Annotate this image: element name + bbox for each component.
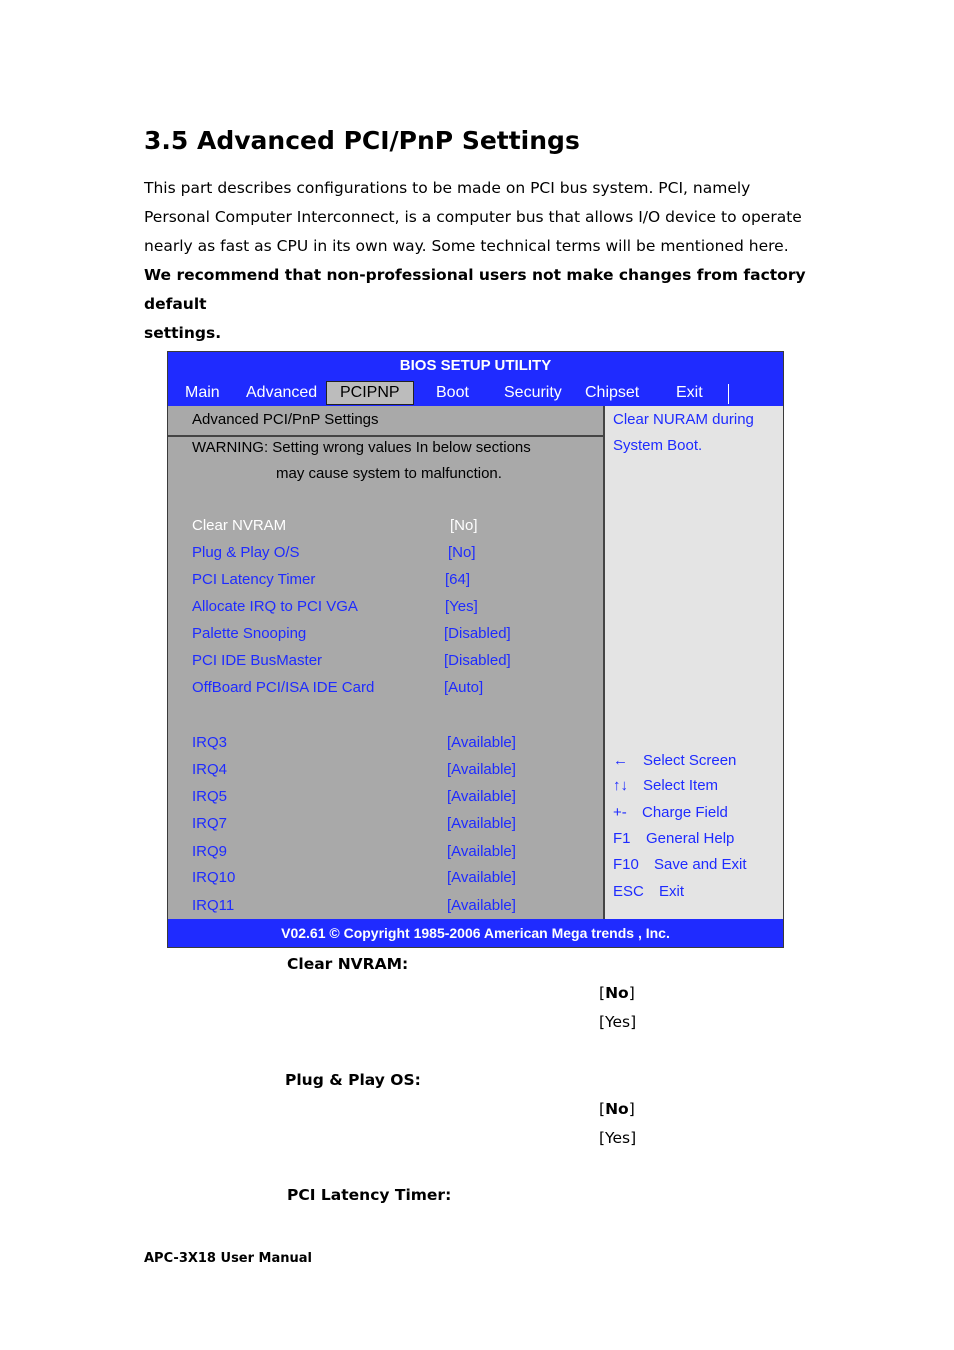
key-hint bbox=[613, 883, 778, 905]
tab-main[interactable]: Main bbox=[185, 384, 220, 401]
setting-pci-latency[interactable] bbox=[192, 571, 592, 593]
help-text: System Boot. bbox=[613, 437, 703, 454]
setting-label: PCI Latency Timer bbox=[192, 571, 316, 588]
settings-pane bbox=[168, 406, 603, 920]
setting-label: Clear NVRAM bbox=[192, 517, 287, 534]
option-heading-pci-latency: PCI Latency Timer: bbox=[287, 1186, 452, 1204]
option-default-text: No bbox=[605, 1100, 629, 1118]
left-arrow-icon: ← bbox=[613, 752, 628, 769]
irq-label: IRQ3 bbox=[192, 734, 228, 751]
irq-label: IRQ4 bbox=[192, 761, 228, 778]
irq-row[interactable] bbox=[192, 788, 592, 810]
irq-value[interactable]: [Available] bbox=[447, 761, 516, 778]
setting-label: PCI IDE BusMaster bbox=[192, 652, 323, 669]
tab-boot[interactable]: Boot bbox=[436, 384, 469, 401]
irq-value[interactable]: [Available] bbox=[447, 788, 516, 805]
setting-value[interactable]: [Yes] bbox=[445, 598, 478, 615]
bios-footer: V02.61 © Copyright 1985-2006 American Mega trends , Inc. bbox=[168, 919, 783, 947]
irq-row[interactable] bbox=[192, 761, 592, 783]
up-down-arrow-icon: ↑↓ bbox=[613, 777, 628, 794]
help-pane bbox=[603, 406, 783, 920]
option-default-text: No bbox=[605, 984, 629, 1002]
setting-pci-ide-busmaster[interactable] bbox=[192, 652, 592, 674]
intro-text bbox=[144, 174, 824, 348]
option-heading-plug-play: Plug & Play OS: bbox=[285, 1071, 421, 1089]
key-label: +- bbox=[613, 804, 627, 821]
key-hint bbox=[613, 752, 778, 774]
key-description: Select Item bbox=[643, 777, 719, 794]
divider bbox=[168, 435, 603, 437]
irq-label: IRQ9 bbox=[192, 843, 228, 860]
setting-value[interactable]: [Auto] bbox=[444, 679, 484, 696]
setting-palette-snooping[interactable] bbox=[192, 625, 592, 647]
intro-line: nearly as fast as CPU in its own way. Some technical terms will be mentioned here. bbox=[144, 237, 789, 255]
option-alt-value: [Yes] bbox=[599, 1013, 637, 1031]
key-description: Select Screen bbox=[643, 752, 737, 769]
menu-divider bbox=[728, 384, 729, 404]
setting-allocate-irq[interactable] bbox=[192, 598, 592, 620]
key-description: Charge Field bbox=[642, 804, 728, 821]
setting-label: OffBoard PCI/ISA IDE Card bbox=[192, 679, 375, 696]
setting-label: Palette Snooping bbox=[192, 625, 307, 642]
key-description: Save and Exit bbox=[654, 856, 747, 873]
irq-label: IRQ5 bbox=[192, 788, 228, 805]
irq-row[interactable] bbox=[192, 734, 592, 756]
key-description: Exit bbox=[659, 883, 685, 900]
warning-line: We recommend that non-professional users not make changes from factory default bbox=[144, 266, 806, 313]
option-alt-value: [Yes] bbox=[599, 1129, 637, 1147]
warning-text: may cause system to malfunction. bbox=[276, 465, 502, 482]
irq-value[interactable]: [Available] bbox=[447, 815, 516, 832]
panel-title: Advanced PCI/PnP Settings bbox=[192, 411, 379, 428]
warning-text: WARNING: Setting wrong values In below sections bbox=[192, 439, 531, 456]
setting-value[interactable]: [No] bbox=[450, 517, 478, 534]
bios-screenshot bbox=[167, 351, 784, 948]
irq-value[interactable]: [Available] bbox=[447, 734, 516, 751]
irq-value[interactable]: [Available] bbox=[447, 843, 516, 860]
tab-chipset[interactable]: Chipset bbox=[585, 384, 640, 401]
setting-offboard-ide[interactable] bbox=[192, 679, 592, 701]
bios-title: BIOS SETUP UTILITY bbox=[168, 352, 783, 380]
irq-label: IRQ11 bbox=[192, 897, 235, 914]
option-heading-clear-nvram: Clear NVRAM: bbox=[287, 955, 409, 973]
setting-value[interactable]: [Disabled] bbox=[444, 625, 511, 642]
setting-value[interactable]: [64] bbox=[445, 571, 471, 588]
tab-advanced[interactable]: Advanced bbox=[246, 384, 318, 401]
setting-value[interactable]: [Disabled] bbox=[444, 652, 511, 669]
warning-line: settings. bbox=[144, 324, 222, 342]
key-hint bbox=[613, 777, 778, 799]
irq-row[interactable] bbox=[192, 869, 592, 891]
bios-menu-bar bbox=[168, 380, 783, 406]
setting-plug-play[interactable] bbox=[192, 544, 592, 566]
tab-pcipnp[interactable]: PCIPNP bbox=[326, 381, 414, 405]
setting-label: Plug & Play O/S bbox=[192, 544, 300, 561]
tab-security[interactable]: Security bbox=[504, 384, 562, 401]
irq-row[interactable] bbox=[192, 815, 592, 837]
section-title: 3.5 Advanced PCI/PnP Settings bbox=[144, 126, 580, 155]
irq-row[interactable] bbox=[192, 897, 592, 919]
page-footer: APC-3X18 User Manual bbox=[144, 1251, 313, 1266]
key-label: ESC bbox=[613, 883, 644, 900]
setting-clear-nvram[interactable] bbox=[192, 517, 592, 539]
key-label: F10 bbox=[613, 856, 639, 873]
key-description: General Help bbox=[646, 830, 735, 847]
option-default-value: [No] bbox=[599, 1100, 635, 1118]
intro-line: This part describes configurations to be made on PCI bus system. PCI, namely bbox=[144, 179, 751, 197]
intro-line: Personal Computer Interconnect, is a computer bus that allows I/O device to operate bbox=[144, 208, 802, 226]
irq-label: IRQ7 bbox=[192, 815, 228, 832]
irq-label: IRQ10 bbox=[192, 869, 236, 886]
key-hint bbox=[613, 804, 778, 826]
irq-row[interactable] bbox=[192, 843, 592, 865]
irq-value[interactable]: [Available] bbox=[447, 869, 516, 886]
key-hint bbox=[613, 830, 778, 852]
key-label: F1 bbox=[613, 830, 631, 847]
option-default-value: [No] bbox=[599, 984, 635, 1002]
setting-label: Allocate IRQ to PCI VGA bbox=[192, 598, 358, 615]
key-hint bbox=[613, 856, 778, 878]
tab-exit[interactable]: Exit bbox=[676, 384, 703, 401]
setting-value[interactable]: [No] bbox=[448, 544, 476, 561]
help-text: Clear NURAM during bbox=[613, 411, 754, 428]
irq-value[interactable]: [Available] bbox=[447, 897, 516, 914]
